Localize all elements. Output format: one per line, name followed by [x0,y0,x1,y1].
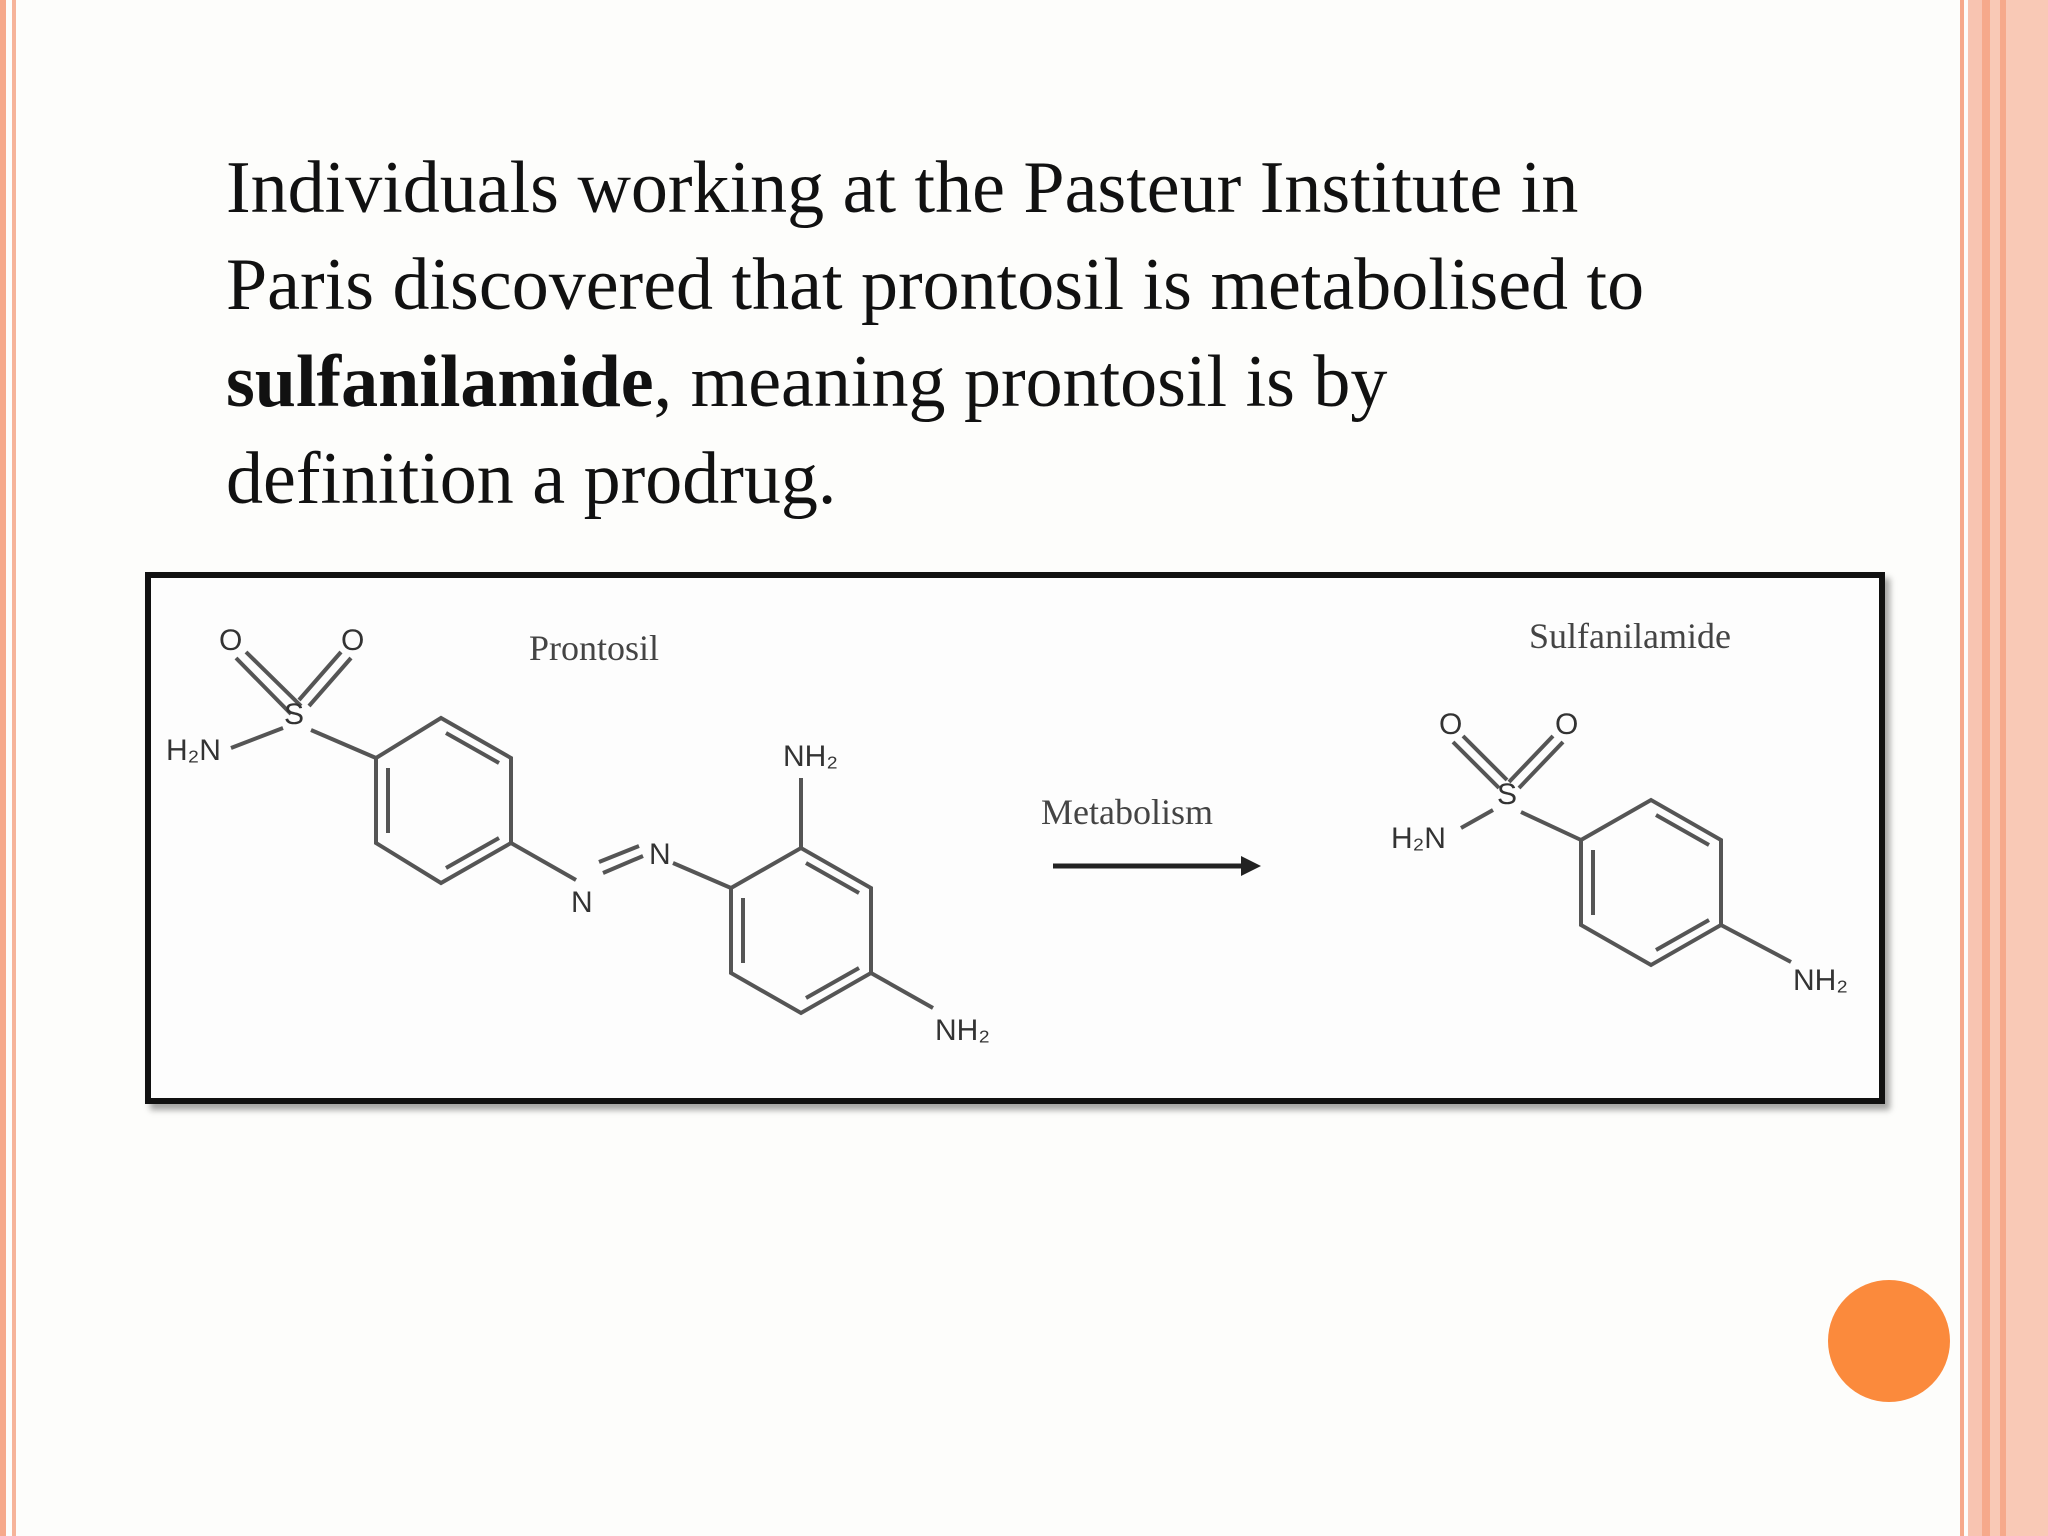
right-border-stripe [1960,0,1964,1536]
left-border-stripe-inner [12,0,16,1536]
reaction-diagram [151,578,1879,1098]
sulfanilamide-nh2: NH₂ [1793,964,1848,997]
body-line-3-rest: , meaning prontosil is by [653,341,1388,423]
right-border-panel [1990,0,2048,1536]
sulfanilamide-bonds [1453,736,1791,965]
body-line-1: Individuals working at the Pasteur Institute in [226,147,1579,229]
body-line-3 [226,334,1786,431]
sulfanilamide-label: Sulfanilamide [1529,616,1731,656]
bold-term-sulfanilamide: sulfanilamide [226,341,654,423]
prontosil-nh2-bottom: NH₂ [935,1014,990,1047]
prontosil-label: Prontosil [529,628,660,668]
body-line-4: definition a prodrug. [226,438,837,520]
sulfanilamide-oxygen-left: O [1439,708,1463,741]
right-border-stripe-2 [1982,0,1990,1536]
azo-nitrogen-1: N [571,886,593,919]
decorative-orange-circle [1828,1280,1950,1402]
sulfanilamide-h2n: H₂N [1391,822,1446,855]
right-border-band [1968,0,1982,1536]
prontosil-oxygen-right: O [341,624,365,657]
prontosil-h2n: H₂N [166,734,221,767]
slide-body-text [226,140,1786,528]
prontosil-nh2-top: NH₂ [783,740,838,773]
azo-nitrogen-2: N [649,838,671,871]
body-line-2: Paris discovered that prontosil is metabolised to [226,244,1645,326]
sulfanilamide-sulfur: S [1497,778,1518,811]
metabolism-label: Metabolism [1041,792,1213,832]
prontosil-sulfur: S [284,698,305,731]
metabolism-arrow [1053,856,1261,876]
sulfanilamide-oxygen-right: O [1555,708,1579,741]
left-border-stripe [0,0,6,1536]
prontosil-atoms [166,624,990,1047]
metabolism-figure [145,572,1885,1104]
prontosil-oxygen-left: O [219,624,243,657]
right-border-stripe-3 [2000,0,2006,1536]
prontosil-bonds [231,652,933,1013]
